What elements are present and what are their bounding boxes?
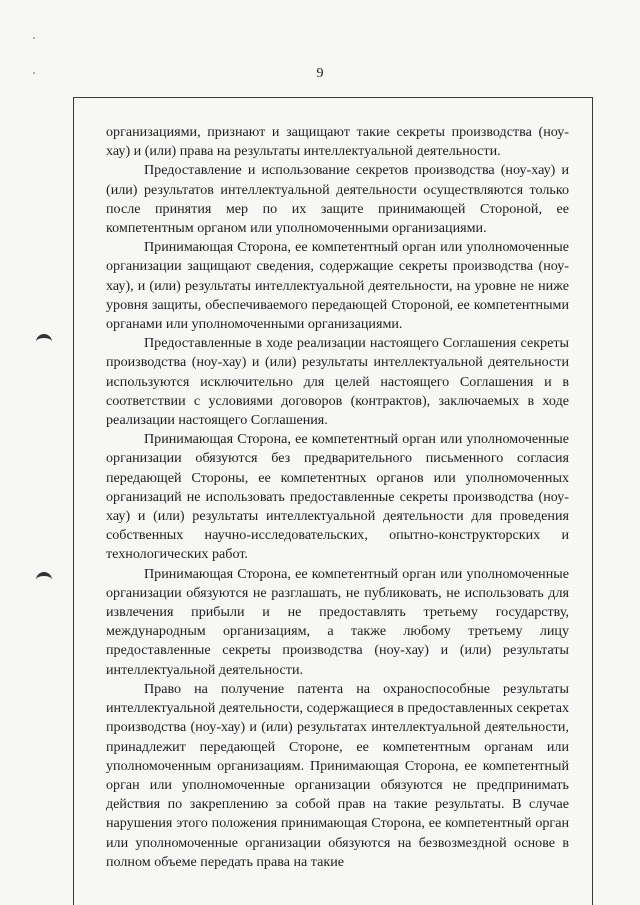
paragraph: Предоставленные в ходе реализации настоящего Соглашения секреты производства (ноу-хау) и (или) результаты интеллектуальной деятельности используются исключительно для целей настоящего Соглашения и в соответствии с условиями договоров (контрактов), заключаемых в ходе реализации настоящего Соглашения. — [106, 335, 569, 429]
punch-hole-mark — [36, 572, 52, 584]
paragraph: Принимающая Сторона, ее компетентный орган или уполномоченные организации защищают сведения, содержащие секреты производства (ноу-хау), и (или) результаты интеллектуальной деятельности, на уровне не ниже уровня защиты, обеспечиваемого передающей Стороной, ее компетентными органами или уполномоченными организациями. — [106, 239, 569, 333]
paragraph: Предоставление и использование секретов производства (ноу-хау) и (или) результатов интеллектуальной деятельности осуществляются только после принятия мер по их защите принимающей Стороной, ее компетентным органом или уполномоченными организациями. — [106, 162, 569, 237]
page-frame-left-border — [73, 97, 74, 905]
scan-speck — [33, 37, 35, 39]
document-body — [106, 123, 569, 872]
paragraph: Принимающая Сторона, ее компетентный орган или уполномоченные организации обязуются без предварительного письменного согласия передающей Стороны, ее компетентных органов или уполномоченных организаций не использовать предоставленные секреты производства (ноу-хау) и (или) результаты интеллектуальной деятельности для проведения собственных научно-исследовательских, опытно-конструкторских и технологических работ. — [106, 431, 569, 563]
paragraph: организациями, признают и защищают такие секреты производства (ноу-хау) и (или) права на результаты интеллектуальной деятельности. — [106, 124, 569, 160]
page-number: 9 — [316, 66, 324, 81]
paragraph: Принимающая Сторона, ее компетентный орган или уполномоченные организации обязуются не разглашать, не публиковать, не использовать для извлечения прибыли и не предоставлять третьему государству, международным организациям, а также любому третьему лицу предоставленные секреты производства (ноу-хау) и (или) результаты интеллектуальной деятельности. — [106, 565, 569, 678]
page-frame-right-border — [592, 97, 593, 905]
paragraph: Право на получение патента на охраноспособные результаты интеллектуальной деятельности, содержащиеся в предоставленных секретах производства (ноу-хау) и (или) результатах интеллектуальной деятельности, принадлежит передающей Стороне, ее компетентным органам или уполномоченным организациям. Принимающая Сторона, ее компетентный орган или уполномоченные организации обязуются не предпринимать действия по закреплению за собой прав на такие результаты. В случае нарушения этого положения принимающая Сторона, ее компетентный орган или уполномоченные организации обязуются на безвозмездной основе в полном объеме передать права на такие — [106, 680, 569, 870]
page-frame-top-border — [73, 97, 593, 98]
punch-hole-mark — [36, 334, 52, 346]
